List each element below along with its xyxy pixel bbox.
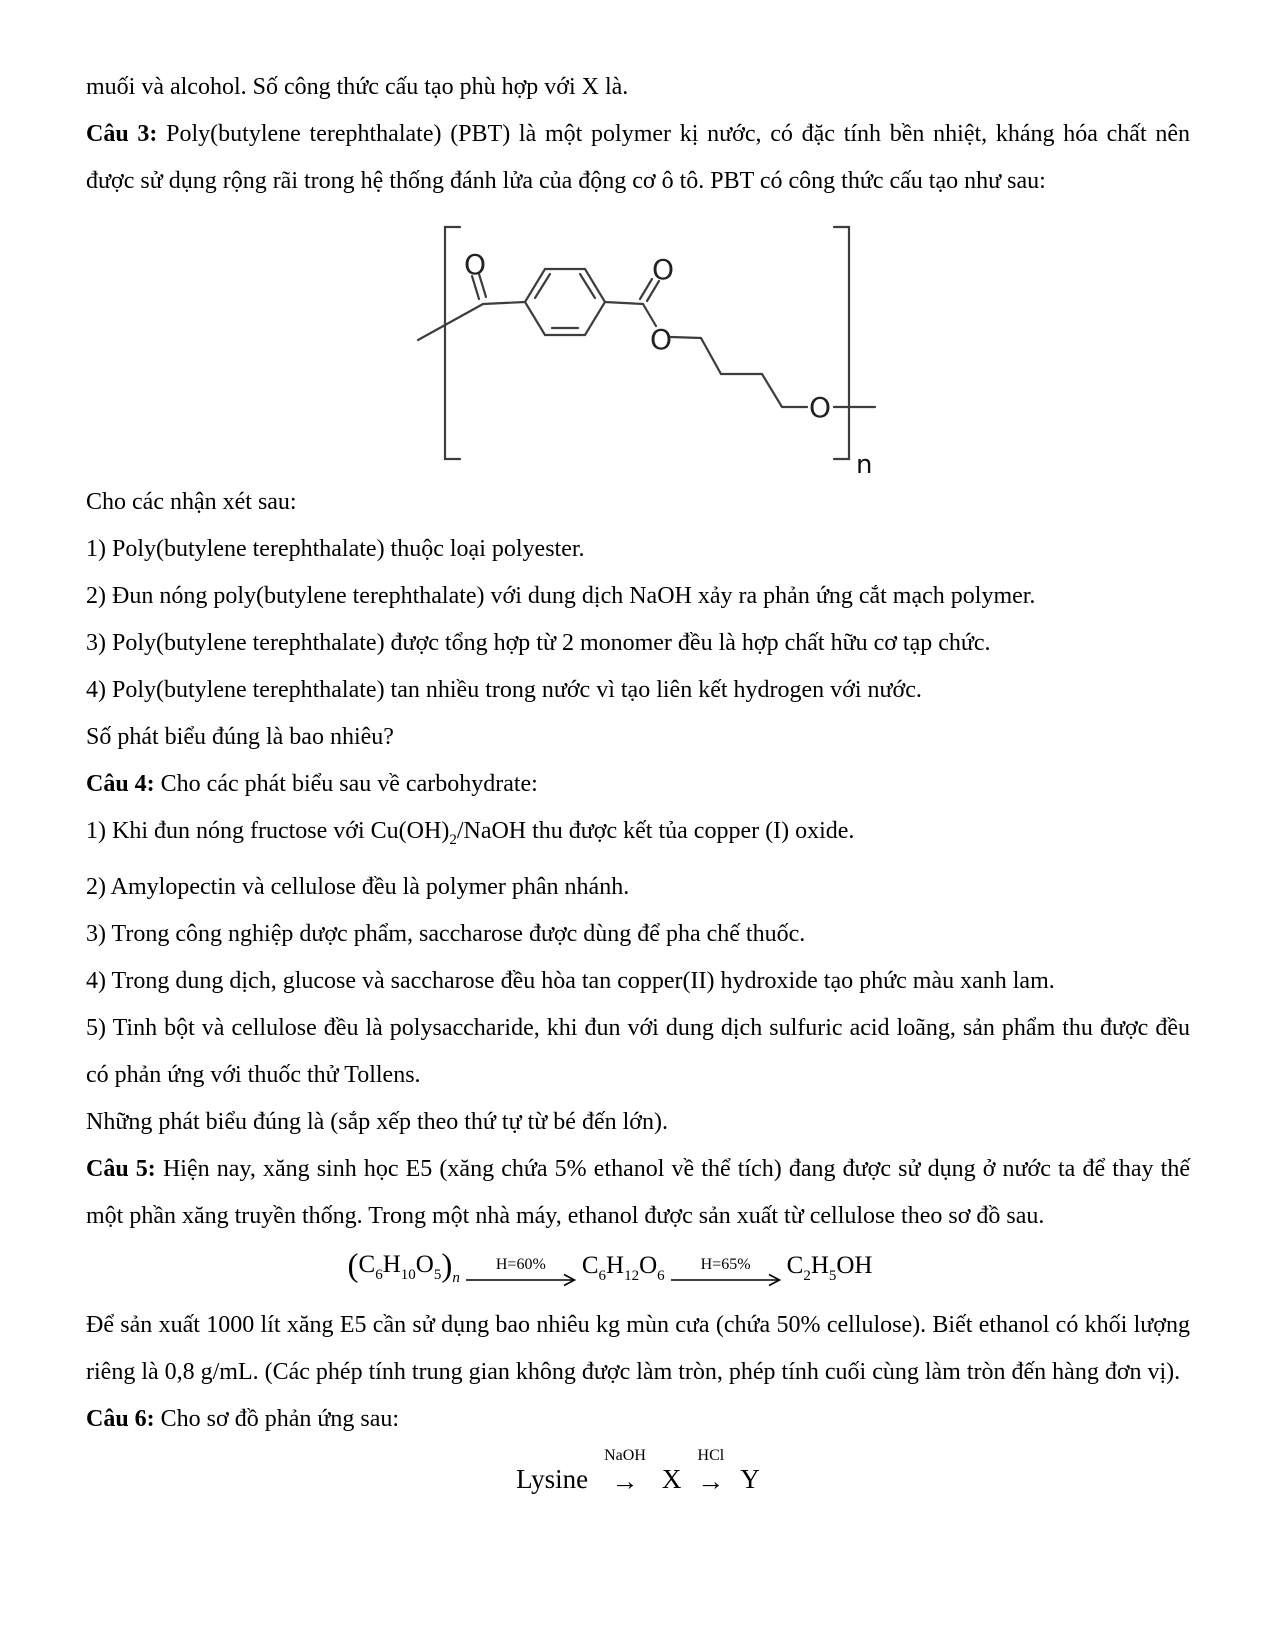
q4-statement-5: 5) Tinh bột và cellulose đều là polysaccharide, khi đun với dung dịch sulfuric acid loãng, sản phẩm thu được đều có phản ứng với thuốc thử Tollens. xyxy=(86,1015,1190,1088)
formula-segment: OH xyxy=(836,1252,873,1279)
glucose-formula xyxy=(582,1251,665,1291)
yield-arrow-1-label: H=60% xyxy=(495,1255,546,1273)
question-4-label: Câu 4: xyxy=(86,771,155,797)
formula-segment: O xyxy=(639,1252,658,1279)
formula-segment: 6 xyxy=(598,1268,606,1284)
oxygen-label: O xyxy=(651,253,675,286)
formula-segment: 5 xyxy=(433,1266,442,1283)
right-arrow-icon xyxy=(465,1273,577,1287)
yield-arrow-2 xyxy=(670,1256,782,1287)
scheme-arrow-1 xyxy=(604,1447,646,1497)
repeat-index-label: n xyxy=(856,450,873,477)
question-6 xyxy=(86,1396,1190,1443)
formula-segment: H xyxy=(606,1252,625,1279)
q4-statement-3: 3) Trong công nghiệp dược phẩm, saccharose được dùng để pha chế thuốc. xyxy=(86,921,806,947)
left-bracket xyxy=(445,227,460,459)
right-arrow-icon: → xyxy=(697,1466,725,1496)
q5-question-text: Để sản xuất 1000 lít xăng E5 cần sử dụng bao nhiêu kg mùn cưa (chứa 50% cellulose). Biết ethanol có khối lượng riêng là 0,8 g/mL. (Các phép tính trung gian không được làm tròn, phép tính cuối cùng làm tròn đến hàng đơn vị). xyxy=(86,1312,1190,1385)
oxygen-label: O xyxy=(463,248,487,281)
oxygen-label: O xyxy=(649,323,673,356)
q3-statement-1: 1) Poly(butylene terephthalate) thuộc loại polyester. xyxy=(86,536,585,562)
formula-segment: 5 xyxy=(828,1268,837,1284)
question-6-label: Câu 6: xyxy=(86,1406,155,1432)
q3-statement-3: 3) Poly(butylene terephthalate) được tổng hợp từ 2 monomer đều là hợp chất hữu cơ tạp chức. xyxy=(86,630,991,656)
lysine-scheme xyxy=(86,1447,1190,1497)
q4-statement-2: 2) Amylopectin và cellulose đều là polymer phân nhánh. xyxy=(86,874,630,900)
formula-segment: 12 xyxy=(624,1268,640,1284)
cellulose-ethanol-scheme xyxy=(58,1240,1162,1302)
question-4-text: Cho các phát biểu sau về carbohydrate: xyxy=(154,771,538,797)
cellulose-formula xyxy=(347,1247,460,1293)
scheme-arrow-2 xyxy=(697,1447,724,1497)
question-3-text: Poly(butylene terephthalate) (PBT) là một polymer kị nước, có đặc tính bền nhiệt, kháng hóa chất nên được sử dụng rộng rãi trong hệ thống đánh lửa của động cơ ô tô. PBT có công thức cấu tạo như sau: xyxy=(86,121,1191,194)
right-arrow-icon xyxy=(670,1273,782,1287)
formula-segment: 2 xyxy=(803,1268,811,1284)
yield-arrow-2-label: H=65% xyxy=(700,1255,751,1273)
formula-segment: ( xyxy=(347,1247,359,1284)
formula-segment: C xyxy=(358,1250,376,1278)
ethanol-formula xyxy=(787,1251,873,1291)
formula-segment: ) xyxy=(441,1247,453,1284)
q3-statement-2: 2) Đun nóng poly(butylene terephthalate) với dung dịch NaOH xảy ra phản ứng cắt mạch polymer. xyxy=(86,583,1036,609)
q4-question: Những phát biểu đúng là (sắp xếp theo thứ tự từ bé đến lớn). xyxy=(86,1109,668,1135)
intro-text: muối và alcohol. Số công thức cấu tạo phù hợp với X là. xyxy=(86,74,629,100)
formula-segment: 6 xyxy=(657,1268,665,1284)
q4-statement-4: 4) Trong dung dịch, glucose và saccharose đều hòa tan copper(II) hydroxide tạo phức màu xanh lam. xyxy=(86,968,1055,994)
formula-segment: H xyxy=(810,1252,829,1279)
lysine-label: Lysine xyxy=(516,1464,589,1494)
product-y-label: Y xyxy=(740,1464,760,1494)
ester-group xyxy=(605,279,659,326)
question-5 xyxy=(86,1146,1190,1240)
formula-segment: 6 xyxy=(375,1266,383,1283)
question-3 xyxy=(86,111,1190,205)
yield-arrow-1 xyxy=(465,1256,577,1287)
benzene-ring xyxy=(525,269,605,335)
question-3-label: Câu 3: xyxy=(86,121,158,147)
intermediate-x-label: X xyxy=(661,1464,682,1494)
q3-question: Số phát biểu đúng là bao nhiêu? xyxy=(86,724,394,750)
pbt-structure-svg xyxy=(408,209,888,477)
formula-segment: n xyxy=(452,1269,460,1286)
scheme-arrow-2-label: HCl xyxy=(697,1447,725,1464)
q4-statement-1 xyxy=(86,808,1190,864)
carbonyl-group-left xyxy=(418,274,525,340)
subscript-2: 2 xyxy=(449,832,457,848)
q4-statement-1-a: 1) Khi đun nóng fructose với Cu(OH) xyxy=(86,818,450,844)
formula-segment: O xyxy=(415,1250,434,1278)
formula-segment: 10 xyxy=(400,1266,416,1283)
formula-segment: H xyxy=(382,1250,401,1278)
right-arrow-icon: → xyxy=(611,1466,639,1496)
oxygen-label: O xyxy=(808,391,832,424)
scheme-arrow-1-label: NaOH xyxy=(604,1447,646,1464)
question-6-text: Cho sơ đồ phản ứng sau: xyxy=(154,1406,400,1432)
q4-statement-1-b: /NaOH thu được kết tủa copper (I) oxide. xyxy=(456,818,855,844)
question-5-label: Câu 5: xyxy=(86,1156,156,1182)
question-4 xyxy=(86,761,1190,808)
formula-segment: C xyxy=(786,1252,804,1279)
q3-statement-4: 4) Poly(butylene terephthalate) tan nhiều trong nước vì tạo liên kết hydrogen với nước. xyxy=(86,677,922,703)
question-5-text: Hiện nay, xăng sinh học E5 (xăng chứa 5% ethanol về thể tích) đang được sử dụng ở nước ta để thay thế một phần xăng truyền thống. Trong một nhà máy, ethanol được sản xuất từ cellulose theo sơ đồ sau. xyxy=(86,1156,1191,1229)
butylene-chain xyxy=(671,337,875,407)
right-bracket xyxy=(834,227,849,459)
formula-segment: C xyxy=(581,1252,599,1279)
pbt-structure-figure xyxy=(86,209,1190,477)
q3-prompt: Cho các nhận xét sau: xyxy=(86,489,297,515)
